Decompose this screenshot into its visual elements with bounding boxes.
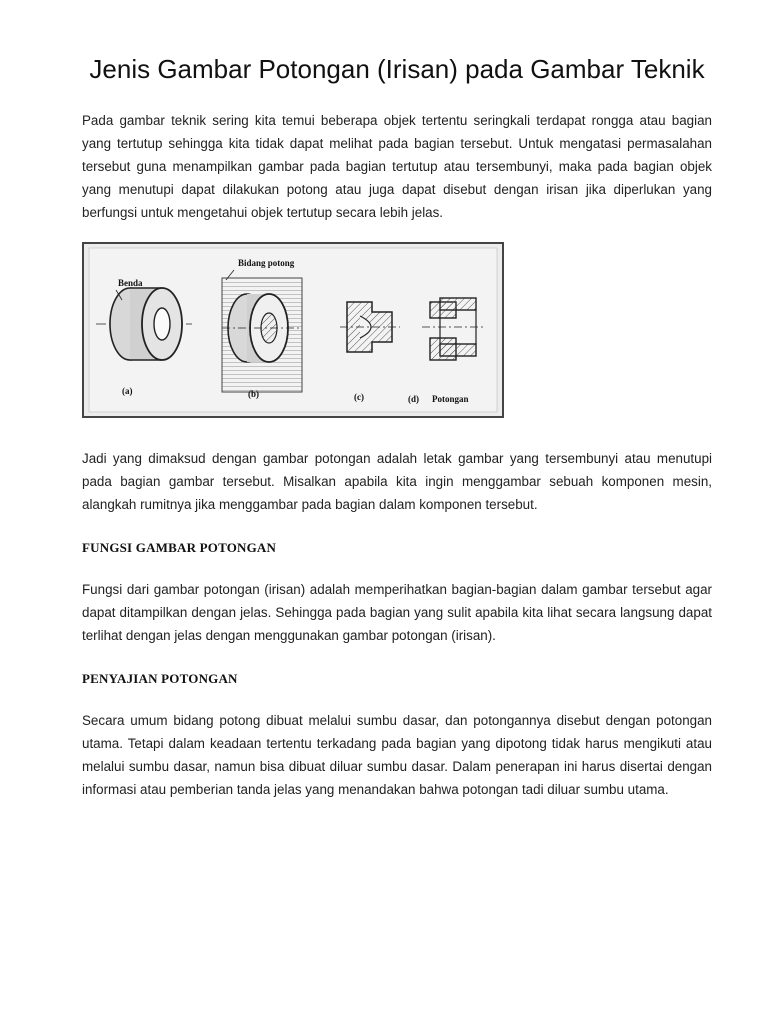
label-benda: Benda <box>118 278 143 288</box>
label-b: (b) <box>248 389 259 399</box>
label-potongan: Potongan <box>432 394 469 404</box>
section-text-penyajian: Secara umum bidang potong dibuat melalui sumbu dasar, dan potongannya disebut dengan potongan utama. Tetapi dalam keadaan tertentu terkadang pada bagian yang dipotong tidak harus mengikuti atau melalui sumbu dasar, namun bisa dibuat diluar sumbu dasar. Dalam penerapan ini harus disertai dengan informasi atau pemberian tanda jelas yang menandakan bahwa potongan tadi diluar sumbu utama. <box>82 713 712 797</box>
section-text-fungsi: Fungsi dari gambar potongan (irisan) adalah memperihatkan bagian-bagian dalam gambar tersebut agar dapat ditampilkan dengan jelas. Sehingga pada bagian yang sulit apabila kita lihat secara langsung dapat terlihat dengan jelas dengan menggunakan gambar potongan (irisan). <box>82 582 712 643</box>
section-view-figure <box>82 242 504 418</box>
intro-paragraph: Pada gambar teknik sering kita temui beberapa objek tertentu seringkali terdapat rongga atau bagian yang tertutup sehingga kita tidak dapat melihat pada bagian tersebut. Untuk mengatasi permasalahan tersebut guna menampilkan gambar pada bagian tertutup atau tersembunyi, maka pada bagian objek yang menutupi dapat dilakukan potong atau juga dapat disebut dengan irisan jika diperlukan yang berfungsi untuk mengetahui objek tertutup secara lebih jelas. <box>82 113 712 220</box>
document-title: Jenis Gambar Potongan (Irisan) pada Gambar Teknik <box>89 54 705 84</box>
label-d: (d) <box>408 394 419 404</box>
object-b <box>222 270 302 392</box>
definition-paragraph: Jadi yang dimaksud dengan gambar potongan adalah letak gambar yang tersembunyi atau menutupi pada bagian gambar tersebut. Misalkan apabila kita ingin menggambar sebuah komponen mesin, alangkah rumitnya jika menggambar pada bagian dalam komponen tersebut. <box>82 451 712 512</box>
document-page <box>82 0 712 801</box>
label-bidang-potong: Bidang potong <box>238 258 295 268</box>
section-heading-penyajian: PENYAJIAN POTONGAN <box>82 671 238 686</box>
label-a: (a) <box>122 386 133 396</box>
section-heading-fungsi: FUNGSI GAMBAR POTONGAN <box>82 540 277 555</box>
label-c: (c) <box>354 392 364 402</box>
